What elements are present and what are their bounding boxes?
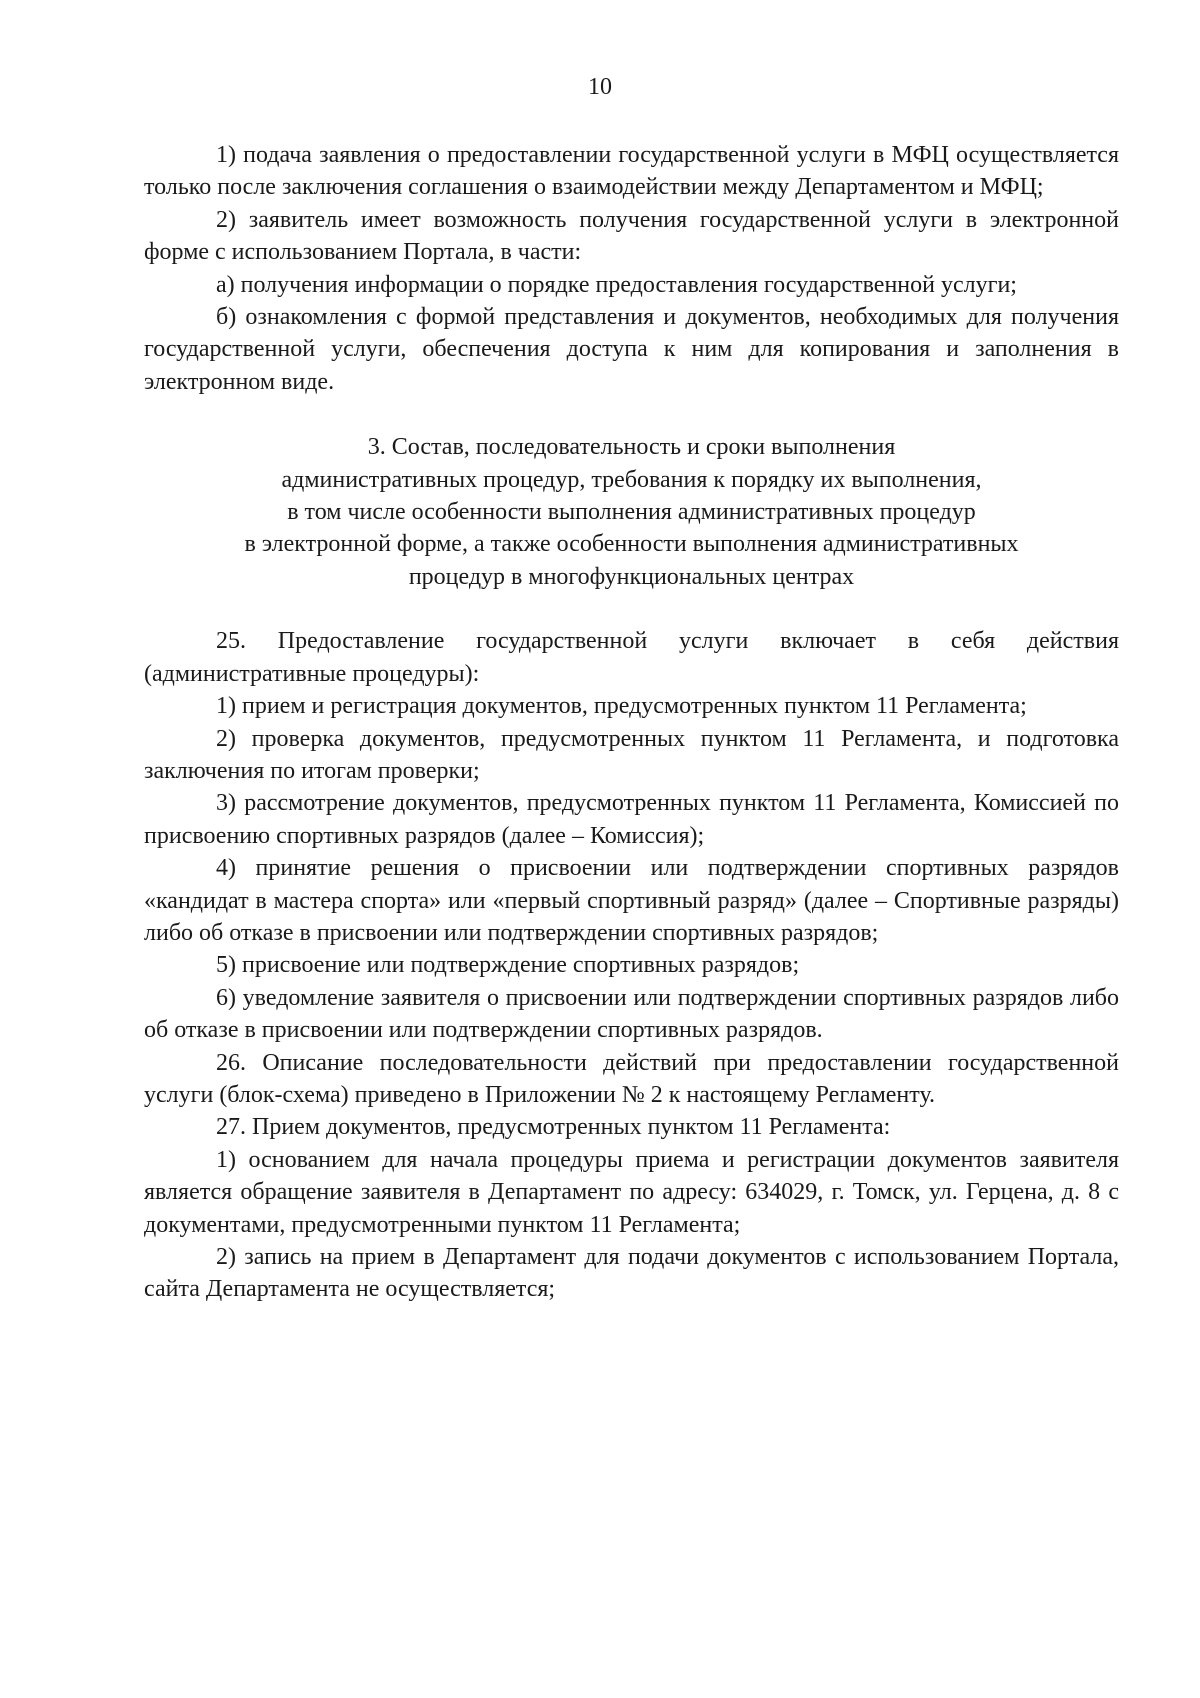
section-heading-line: в электронной форме, а также особенности выполнения административных (244, 531, 1019, 558)
paragraph-clause-25-item-5: 5) присвоение или подтверждение спортивных разрядов; (216, 952, 800, 979)
section-heading-line: процедур в многофункциональных центрах (408, 563, 855, 590)
section-heading-line: 3. Состав, последовательность и сроки выполнения (367, 434, 896, 461)
paragraph-clause-25-item-4: 4) принятие решения о присвоении или подтверждении спортивных разрядов «кандидат в мастера спорта» или «первый спортивный разряд» (далее – Спортивные разряды) либо об отказе в присвоении или подтверждении спортивных разрядов; (144, 855, 1119, 946)
paragraph-clause-25-item-1: 1) прием и регистрация документов, предусмотренных пунктом 11 Регламента; (216, 693, 1027, 720)
paragraph-clause-25-item-3: 3) рассмотрение документов, предусмотренных пунктом 11 Регламента, Комиссией по присвоению спортивных разрядов (далее – Комиссия); (144, 790, 1119, 849)
paragraph-clause-27-item-1: 1) основанием для начала процедуры приема и регистрации документов заявителя является обращение заявителя в Департамент по адресу: 634029, г. Томск, ул. Герцена, д. 8 с документами, предусмотренными пунктом 11 Регламента; (144, 1146, 1119, 1238)
paragraph-clause-27-item-2: 2) запись на прием в Департамент для подачи документов с использованием Портала, сайта Департамента не осуществляется; (144, 1244, 1119, 1303)
page-number: 10 (588, 74, 612, 100)
paragraph-clause-25-item-2: 2) проверка документов, предусмотренных пунктом 11 Регламента, и подготовка заключения по итогам проверки; (144, 725, 1119, 784)
paragraph-clause-27: 27. Прием документов, предусмотренных пунктом 11 Регламента: (216, 1114, 891, 1141)
section-heading-line: в том числе особенности выполнения административных процедур (287, 499, 976, 526)
document-body (144, 139, 1119, 1306)
paragraph-clause-26: 26. Описание последовательности действий при предоставлении государственной услуги (блок-схема) приведено в Приложении № 2 к настоящему Регламенту. (144, 1049, 1119, 1108)
paragraph-subitem-b: б) ознакомления с формой представления и документов, необходимых для получения государственной услуги, обеспечения доступа к ним для копирования и заполнения в электронном виде. (144, 304, 1119, 395)
paragraph-clause-25-item-6: 6) уведомление заявителя о присвоении или подтверждении спортивных разрядов либо об отказе в присвоении или подтверждении спортивных разрядов. (144, 984, 1119, 1044)
section-heading-line: административных процедур, требования к порядку их выполнения, (281, 466, 982, 493)
section-heading (144, 431, 1119, 593)
paragraph-subitem-a: а) получения информации о порядке предоставления государственной услуги; (216, 271, 1017, 298)
paragraph-item-2-portal: 2) заявитель имеет возможность получения государственной услуги в электронной форме с использованием Портала, в части: (144, 206, 1119, 266)
paragraph-item-1-mfc: 1) подача заявления о предоставлении государственной услуги в МФЦ осуществляется только после заключения соглашения о взаимодействии между Департаментом и МФЦ; (144, 142, 1119, 201)
paragraph-clause-25: 25. Предоставление государственной услуги включает в себя действия (административные процедуры): (144, 628, 1119, 687)
